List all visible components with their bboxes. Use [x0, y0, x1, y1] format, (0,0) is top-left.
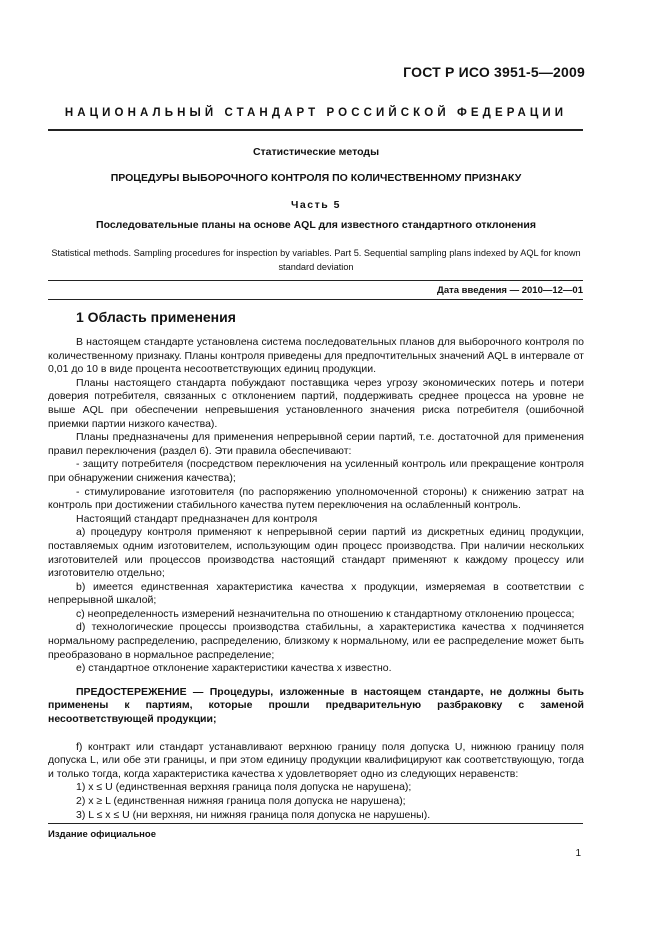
section-title: 1 Область применения	[76, 309, 236, 325]
list-item: f) контракт или стандарт устанавливают верхнюю границу поля допуска U, нижнюю границу поля допуска L, или обе эти границы, и при этом единицу продукции квалифицируют как соответствующую, тогда и только тогда, когда характеристика качества x удовлетворяет одно из следующих неравенств:	[48, 740, 584, 780]
list-item: a) процедуру контроля применяют к непрерывной серии партий из дискретных единиц продукции, поставляемых одним изготовителем, использующим один процесс производства. При наличии нескольких изготовителей или процессов производства настоящий стандарт применяют к каждому процессу или изготовителю отдельно;	[48, 526, 584, 580]
divider-top	[48, 129, 583, 131]
divider-bottom	[48, 823, 583, 824]
inequality-item: 2) x ≥ L (единственная нижняя граница поля допуска не нарушена);	[76, 795, 406, 807]
part-label: Часть 5	[291, 199, 341, 211]
english-title: Statistical methods. Sampling procedures for inspection by variables. Part 5. Sequential sampling plans indexed by AQL for known standard deviation	[51, 248, 581, 272]
list-item: e) стандартное отклонение характеристики качества x известно.	[76, 662, 392, 675]
paragraph: - защиту потребителя (посредством переключения на усиленный контроль или прекращение контроля при обнаружении снижения качества);	[48, 458, 584, 484]
divider-middle	[48, 280, 583, 281]
paragraph: В настоящем стандарте установлена система последовательных планов для выборочного контроля по количественному признаку. Планы контроля приведены для предпочтительных значений AQL в интервале от 0,01 до 10 в виде процента несоответствующих единиц продукции.	[48, 336, 584, 376]
divider-middle-2	[48, 299, 583, 300]
document-subtitle: Последовательные планы на основе AQL для известного стандартного отклонения	[96, 219, 536, 231]
warning-paragraph: ПРЕДОСТЕРЕЖЕНИЕ — Процедуры, изложенные в настоящем стандарте, не должны быть применены к партиям, которые прошли предварительную разбраковку с заменой несоответствующей продукции;	[48, 685, 584, 726]
introduction-date: Дата введения — 2010—12—01	[437, 285, 583, 296]
series-title: Статистические методы	[252, 146, 380, 158]
paragraph: Планы настоящего стандарта побуждают поставщика через угрозу экономических потерь и потери доверия потребителя, связанных с отклонением партий, поддерживать среднее процесса на уровне не выше AQL при обеспечении непревышения установленного значения риска потребителя (ошибочной приемки партии низкого качества).	[48, 376, 584, 430]
list-item: b) имеется единственная характеристика качества x продукции, измеряемая в соответствии с непрерывной шкалой;	[48, 580, 584, 607]
document-title: ПРОЦЕДУРЫ ВЫБОРОЧНОГО КОНТРОЛЯ ПО КОЛИЧЕСТВЕННОМУ ПРИЗНАКУ	[110, 172, 522, 184]
page-number: 1	[575, 848, 581, 859]
inequality-item: 3) L ≤ x ≤ U (ни верхняя, ни нижняя граница поля допуска не нарушены).	[76, 808, 431, 821]
paragraph: Настоящий стандарт предназначен для контроля	[76, 512, 318, 525]
document-id: ГОСТ Р ИСО 3951-5—2009	[403, 64, 585, 80]
edition-label: Издание официальное	[48, 829, 156, 840]
list-item: c) неопределенность измерений незначительна по отношению к стандартному отклонению процесса;	[76, 607, 575, 620]
list-item: d) технологические процессы производства стабильны, а характеристика качества x подчиняется нормальному распределению, распределению, близкому к нормальному, или ее распределение может быть преобразовано в нормальное распределение;	[48, 621, 584, 661]
document-body	[48, 336, 584, 822]
paragraph: Планы предназначены для применения непрерывной серии партий, т.е. достаточной для применения правил переключения (раздел 6). Эти правила обеспечивают:	[48, 431, 584, 457]
paragraph: - стимулирование изготовителя (по распоряжению уполномоченной стороны) к снижению затрат на контроль при достижении стабильного качества путем переключения на ослабленный контроль.	[48, 485, 584, 512]
inequality-item: 1) x ≤ U (единственная верхняя граница поля допуска не нарушена);	[76, 781, 412, 794]
national-standard-heading: НАЦИОНАЛЬНЫЙ СТАНДАРТ РОССИЙСКОЙ ФЕДЕРАЦИИ	[64, 107, 568, 119]
